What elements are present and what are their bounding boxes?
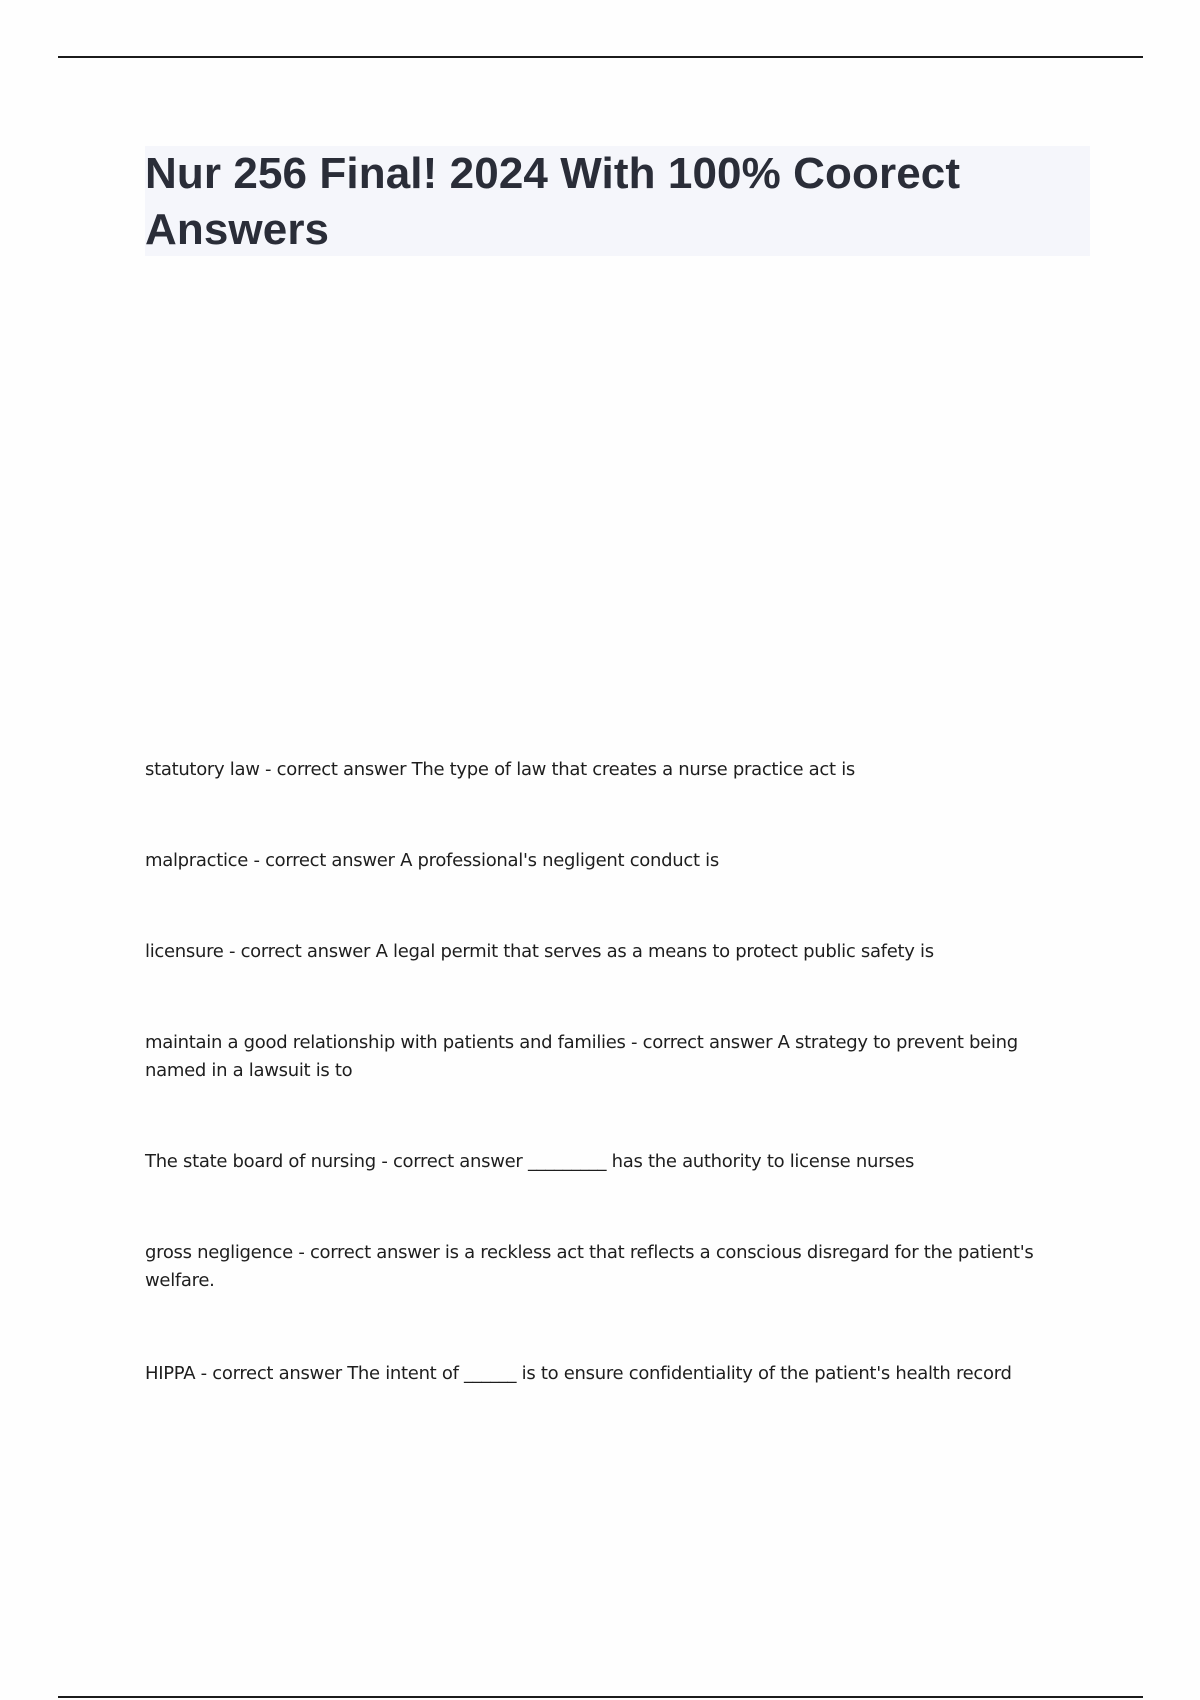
top-divider — [58, 56, 1143, 58]
qa-item-6: gross negligence - correct answer is a reckless act that reflects a conscious disregard for the patient's welfare. — [145, 1242, 1034, 1291]
qa-item-1: statutory law - correct answer The type of law that creates a nurse practice act is — [145, 759, 855, 780]
title-banner — [145, 146, 1090, 256]
qa-item-7: HIPPA - correct answer The intent of ______ is to ensure confidentiality of the patient's health record — [145, 1363, 1012, 1384]
qa-item-5: The state board of nursing - correct answer _________ has the authority to license nurses — [145, 1151, 915, 1172]
bottom-divider — [58, 1696, 1143, 1698]
qa-item-3: licensure - correct answer A legal permit that serves as a means to protect public safety is — [145, 941, 934, 962]
qa-item-2: malpractice - correct answer A professional's negligent conduct is — [145, 850, 719, 871]
qa-item-4: maintain a good relationship with patients and families - correct answer A strategy to prevent being named in a lawsuit is to — [145, 1032, 1018, 1081]
document-title: Nur 256 Final! 2024 With 100% Coorect Answers — [145, 149, 961, 254]
